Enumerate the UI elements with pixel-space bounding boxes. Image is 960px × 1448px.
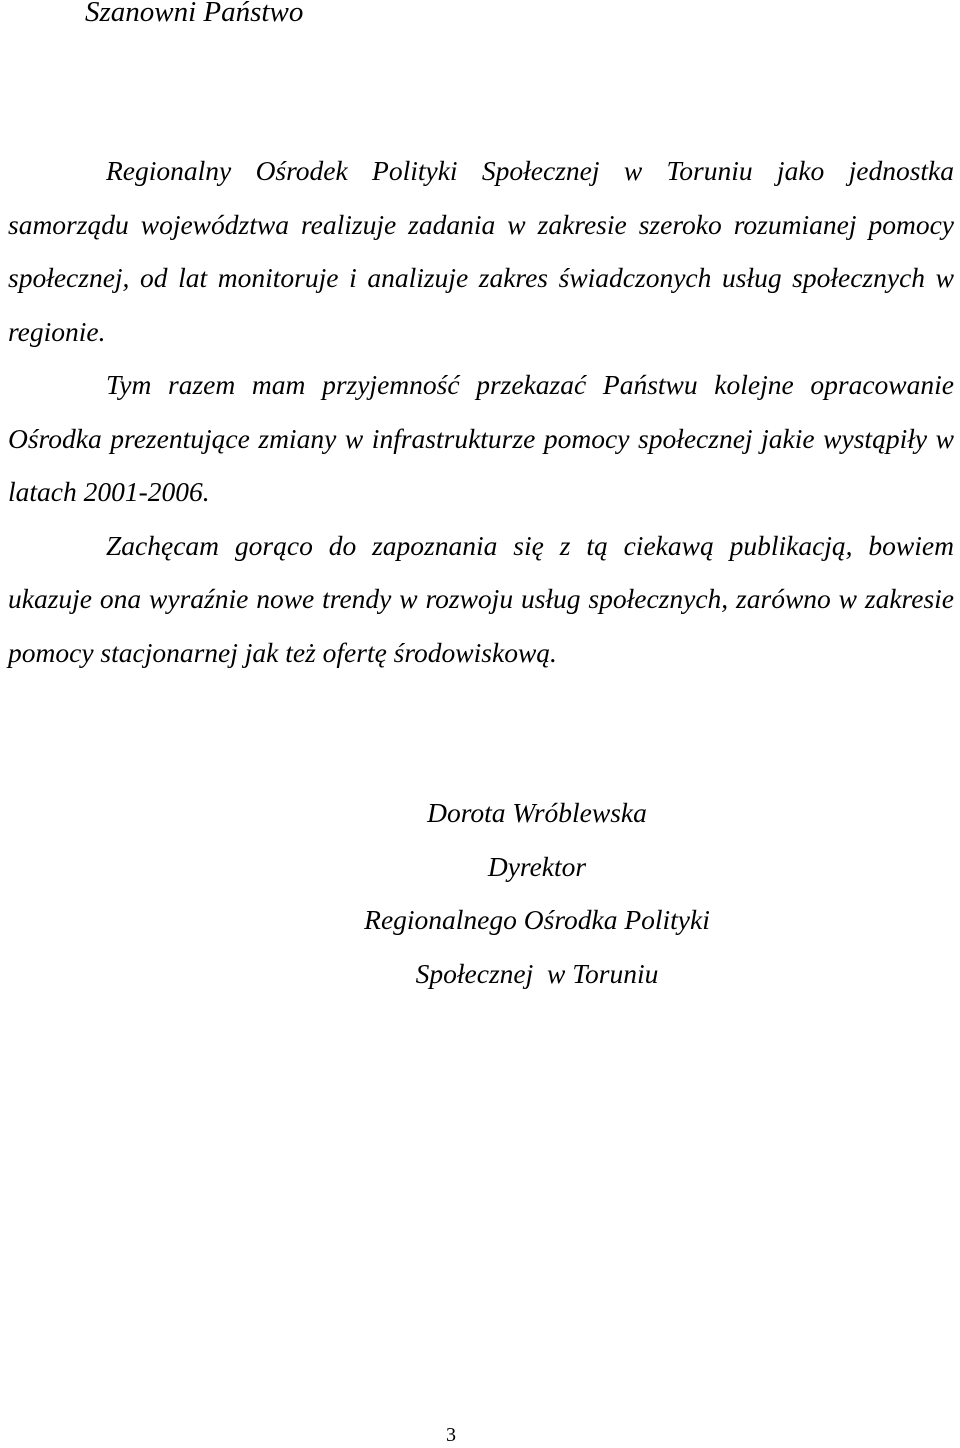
signatory-name: Dorota Wróblewska [427,797,647,828]
letter-greeting: Szanowni Państwo [85,0,304,28]
signatory-title: Dyrektor [487,850,587,882]
signature-block [300,786,774,1000]
letter-paragraph: Tym razem mam przyjemność przekazać Państwu kolejne opracowanie Ośrodka prezentujące zmiany w infrastrukturze pomocy społecznej jakie wystąpiły w latach 2001-2006. [8,369,954,507]
signatory-organization-line-2: Społecznej w Toruniu [415,957,659,989]
letter-paragraph: Zachęcam gorąco do zapoznania się z tą ciekawą publikacją, bowiem ukazuje ona wyraźnie nowe trendy w rozwoju usług społecznych, zarówno w zakresie pomocy stacjonarnej jak też ofertę środowiskową. [8,529,954,668]
signatory-organization-line-1: Regionalnego Ośrodka Polityki [364,904,710,935]
letter-paragraph: Regionalny Ośrodek Polityki Społecznej w Toruniu jako jednostka samorządu województwa realizuje zadania w zakresie szeroko rozumianej pomocy społecznej, od lat monitoruje i analizuje zakres świadczonych usług społecznych w regionie. [8,155,954,347]
page-number: 3 [446,1424,456,1446]
letter-body [8,144,954,679]
